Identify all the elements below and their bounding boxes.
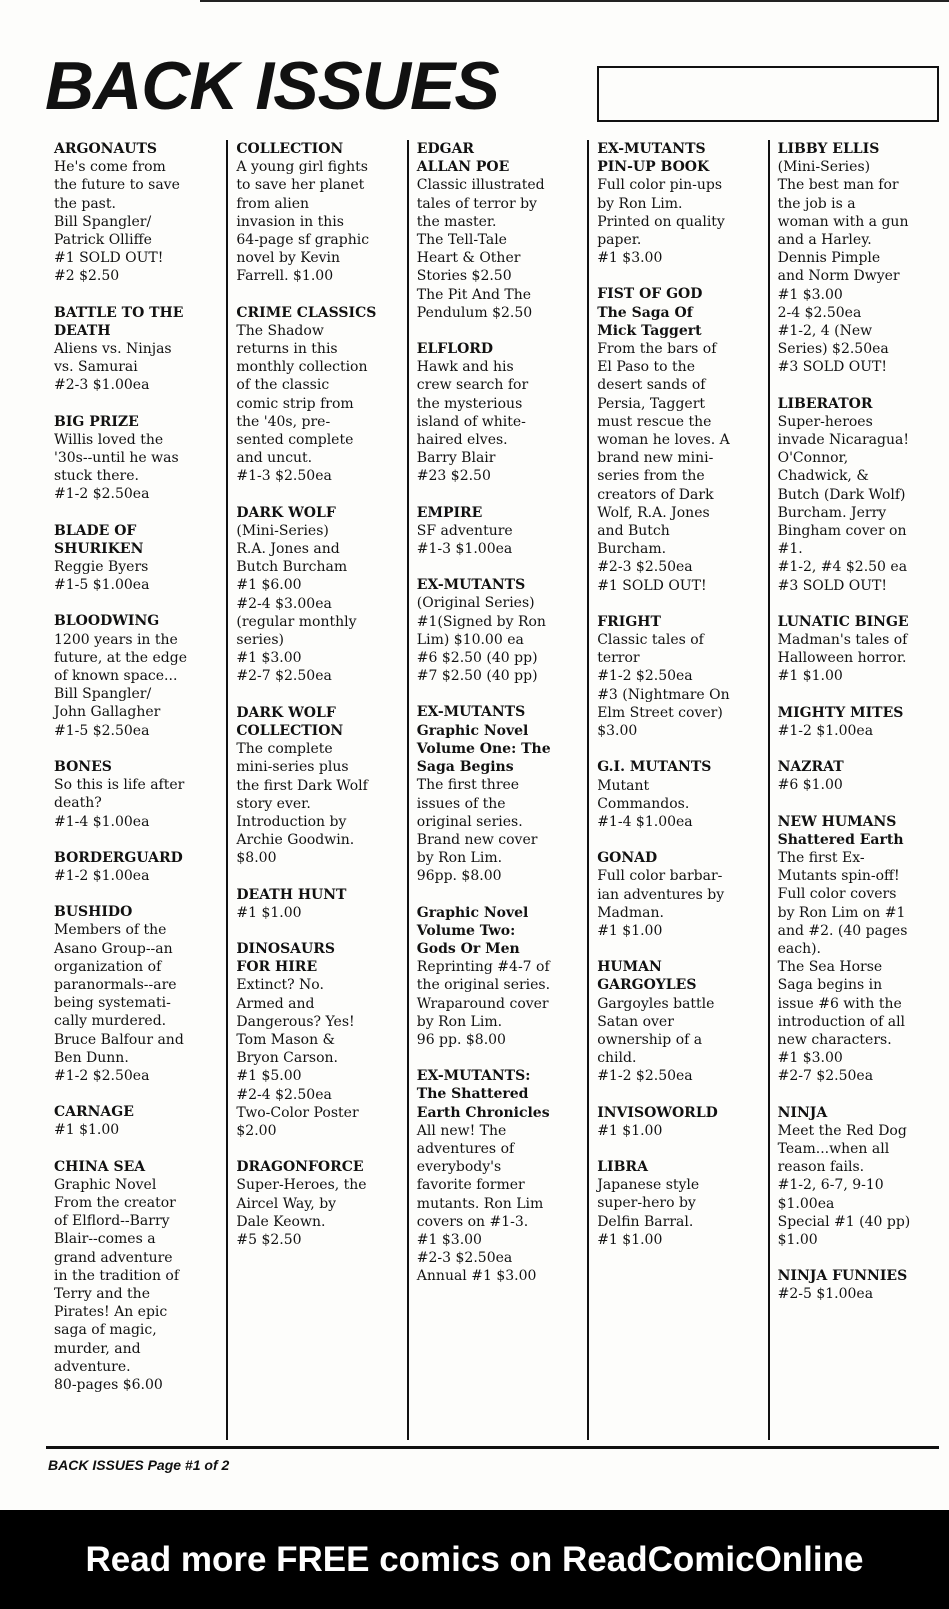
entry-title: EX-MUTANTS: The Shattered Earth Chronicles (416, 1068, 550, 1121)
catalog-entry (54, 413, 226, 504)
entry-title: FRIGHT (597, 613, 661, 630)
entry-title: CHINA SEA (54, 1158, 146, 1175)
catalog-entry (597, 849, 767, 940)
catalog-entry (417, 504, 587, 559)
entry-description: (Original Series) #1(Signed by Ron Lim) $10.00 ea #6 $2.50 (40 pp) #7 $2.50 (40 pp) (416, 595, 546, 685)
catalog-entry (54, 522, 226, 595)
catalog-entry (778, 813, 948, 1086)
entry-title: NAZRAT (777, 759, 844, 776)
catalog-entry (597, 285, 767, 594)
entry-description: From the bars of El Paso to the desert sands of Persia, Taggert must rescue the woman he loves. A brand new mini- series from the creators of Dark Wolf, R.A. Jones and Butch Burcham. #2-3 $2.50ea #1 SOLD OUT! (597, 341, 730, 594)
entry-title: BIG PRIZE (54, 413, 139, 430)
column-2 (226, 140, 406, 1440)
catalog-entry (417, 904, 587, 1050)
catalog-entry (236, 504, 406, 686)
entry-description: Extinct? No. Armed and Dangerous? Yes! Tom Mason & Bryon Carson. #1 $5.00 #2-4 $2.50ea Two-Color Poster $2.00 (236, 977, 359, 1139)
entry-description: (Mini-Series) The best man for the job is a woman with a gun and a Harley. Dennis Pimple and Norm Dwyer #1 $3.00 2-4 $2.50ea #1-2, 4 (New Series) $2.50ea #3 SOLD OUT! (777, 159, 909, 376)
entry-description: Japanese style super-hero by Delfin Barral. #1 $1.00 (597, 1177, 700, 1248)
catalog-entry (597, 1104, 767, 1140)
entry-title: LIBRA (597, 1158, 648, 1175)
entry-title: DRAGONFORCE (236, 1159, 364, 1176)
entry-title: NINJA (777, 1104, 828, 1121)
catalog-entry (236, 940, 406, 1140)
catalog-entry (417, 1067, 587, 1285)
entry-description: Full color pin-ups by Ron Lim. Printed on quality paper. #1 $3.00 (597, 177, 725, 267)
entry-description: So this is life after death? #1-4 $1.00ea (54, 777, 185, 830)
catalog-entry (778, 758, 948, 794)
entry-title: MIGHTY MITES (777, 704, 904, 721)
entry-title: G.I. MUTANTS (597, 759, 712, 776)
entry-description: A young girl fights to save her planet from alien invasion in this 64-page sf graphic novel by Kevin Farrell. $1.00 (236, 159, 370, 285)
entry-description: (Mini-Series) R.A. Jones and Butch Burcham #1 $6.00 #2-4 $3.00ea (regular monthly series) #1 $3.00 #2-7 $2.50ea (236, 522, 357, 685)
catalog-entry (597, 140, 767, 267)
entry-title: GONAD (597, 850, 658, 867)
catalog-entry (54, 849, 226, 885)
entry-title: FIST OF GOD The Saga Of Mick Taggert (597, 286, 703, 339)
page-number: BACK ISSUES Page #1 of 2 (48, 1457, 230, 1473)
entry-title: EX-MUTANTS PIN-UP BOOK (597, 141, 710, 176)
catalog-entry (417, 140, 587, 322)
column-4 (587, 140, 767, 1440)
catalog-entry (778, 395, 948, 595)
entry-description: Reggie Byers #1-5 $1.00ea (54, 559, 150, 594)
top-rule (200, 0, 949, 2)
entry-description: #1-2 $1.00ea (777, 722, 874, 739)
entry-description: #6 $1.00 (777, 777, 843, 794)
entry-description: The complete mini-series plus the first Dark Wolf story ever. Introduction by Archie Goodwin. $8.00 (236, 741, 368, 867)
entry-description: Classic illustrated tales of terror by the master. The Tell-Tale Heart & Other Stories $2.50 The Pit And The Pendulum $2.50 (416, 177, 545, 321)
entry-title: EDGAR ALLAN POE (416, 141, 510, 176)
catalog-entry (236, 304, 406, 486)
entry-description: Super-Heroes, the Aircel Way, by Dale Keown. #5 $2.50 (236, 1177, 367, 1248)
catalog-entry (417, 703, 587, 885)
entry-title: COLLECTION (236, 141, 344, 157)
entry-title: BLADE OF SHURIKEN (54, 522, 144, 557)
bottom-rule (46, 1446, 939, 1449)
entry-title: ARGONAUTS (54, 141, 158, 157)
entry-title: CARNAGE (54, 1104, 134, 1121)
entry-title: HUMAN GARGOYLES (597, 959, 697, 994)
entry-description: The first Ex- Mutants spin-off! Full color covers by Ron Lim on #1 and #2. (40 pages each). The Sea Horse Saga begins in issue #6 with the introduction of all new characters. #1 $3.00 #2-7 $2.50ea (777, 849, 908, 1085)
entry-description: #1 $1.00 (597, 1122, 663, 1139)
entry-title: LIBERATOR (777, 395, 873, 412)
entry-title: DEATH HUNT (236, 886, 347, 903)
entry-title: BATTLE TO THE DEATH (54, 304, 184, 339)
entry-description: Super-heroes invade Nicaragua! O'Connor, Chadwick, & Butch (Dark Wolf) Burcham. Jerry Bingham cover on #1. #1-2, #4 $2.50 ea #3 SOLD OUT! (777, 413, 909, 594)
entry-title: CRIME CLASSICS (236, 304, 377, 321)
entry-title: DINOSAURS FOR HIRE (236, 940, 335, 976)
promo-banner-text[interactable]: Read more FREE comics on ReadComicOnline (85, 1539, 864, 1579)
catalog-entry (54, 612, 226, 739)
entry-title: LUNATIC BINGE (777, 613, 909, 630)
catalog-entry (54, 304, 226, 395)
entry-title: LIBBY ELLIS (777, 141, 880, 157)
entry-title: EMPIRE (416, 504, 483, 521)
entry-description: Meet the Red Dog Team...when all reason fails. #1-2, 6-7, 9-10 $1.00ea Special #1 (40 pp) $1.00 (777, 1122, 911, 1248)
entry-title: DARK WOLF COLLECTION (236, 704, 344, 739)
page-title: BACK ISSUES (45, 48, 499, 124)
entry-description: Aliens vs. Ninjas vs. Samurai #2-3 $1.00ea (54, 341, 172, 394)
catalog-entry (54, 903, 226, 1085)
entry-description: SF adventure #1-3 $1.00ea (416, 522, 513, 558)
entry-description: Madman's tales of Halloween horror. #1 $1.00 (777, 632, 908, 685)
entry-description: Reprinting #4-7 of the original series. Wraparound cover by Ron Lim. 96 pp. $8.00 (416, 959, 551, 1048)
catalog-entry (778, 140, 948, 377)
promo-banner[interactable] (0, 1510, 949, 1609)
catalog-entry (597, 758, 767, 831)
entry-title: BONES (54, 758, 112, 775)
title-box (597, 66, 939, 122)
entry-title: NEW HUMANS Shattered Earth (777, 813, 904, 848)
entry-description: Willis loved the '30s--until he was stuck there. #1-2 $2.50ea (54, 431, 179, 503)
entry-description: Classic tales of terror #1-2 $2.50ea #3 (Nightmare On Elm Street cover) $3.00 (597, 632, 730, 740)
entry-title: INVISOWORLD (597, 1104, 718, 1121)
catalog-entry (417, 576, 587, 685)
catalog-entry (417, 340, 587, 486)
entry-description: He's come from the future to save the past. Bill Spangler/ Patrick Olliffe #1 SOLD OUT! #2 $2.50 (54, 159, 180, 285)
entry-title: Graphic Novel Volume Two: Gods Or Men (416, 904, 529, 957)
catalog-entry (54, 140, 226, 286)
entry-description: #1 $1.00 (236, 904, 302, 921)
entry-title: EX-MUTANTS (416, 577, 526, 594)
entry-description: All new! The adventures of everybody's favorite former mutants. Ron Lim covers on #1-3. #1 $3.00 #2-3 $2.50ea Annual #1 $3.00 (416, 1122, 544, 1285)
entry-description: Gargoyles battle Satan over ownership of a child. #1-2 $2.50ea (597, 995, 715, 1085)
catalog-entry (778, 1104, 948, 1250)
entry-description: 1200 years in the future, at the edge of known space... Bill Spangler/ John Gallagher #1-5 $2.50ea (54, 631, 188, 739)
entry-title: ELFLORD (416, 341, 494, 358)
catalog-entry (597, 958, 767, 1085)
entry-title: BLOODWING (54, 613, 160, 630)
column-1 (46, 140, 226, 1440)
entry-title: BUSHIDO (54, 904, 133, 921)
catalog-entry (597, 613, 767, 740)
catalog-entry (54, 1103, 226, 1139)
entry-description: Graphic Novel From the creator of Elflord--Barry Blair--comes a grand adventure in the tradition of Terry and the Pirates! An epic saga of magic, murder, and adventure. 80-pages $6.00 (54, 1176, 180, 1393)
catalog-entry (236, 140, 406, 286)
entry-description: Full color barbar- ian adventures by Madman. #1 $1.00 (597, 868, 725, 939)
entry-title: EX-MUTANTS Graphic Novel Volume One: The Saga Begins (416, 704, 551, 776)
column-5 (768, 140, 948, 1440)
entry-description: #2-5 $1.00ea (777, 1286, 874, 1303)
catalog-entry (778, 613, 948, 686)
catalog-entry (54, 758, 226, 831)
entry-description: Mutant Commandos. #1-4 $1.00ea (597, 777, 693, 830)
entry-description: Hawk and his crew search for the mysterious island of white- haired elves. Barry Blair #23 $2.50 (416, 359, 529, 485)
catalog-entry (597, 1158, 767, 1249)
entry-description: #1-2 $1.00ea (54, 867, 150, 884)
entry-title: NINJA FUNNIES (777, 1268, 908, 1285)
column-3 (407, 140, 587, 1440)
entry-title: BORDERGUARD (54, 849, 183, 866)
entry-description: #1 $1.00 (54, 1122, 120, 1139)
catalog-entry (778, 704, 948, 740)
catalog-entry (236, 704, 406, 868)
catalog-entry (54, 1158, 226, 1395)
back-issues-columns (46, 140, 948, 1440)
entry-description: The Shadow returns in this monthly collection of the classic comic strip from the '40s, pre- sented complete and uncut. #1-3 $2.50ea (236, 322, 368, 485)
entry-title: DARK WOLF (236, 504, 336, 521)
entry-description: Members of the Asano Group--an organization of paranormals--are being systemati- cally murdered. Bruce Balfour and Ben Dunn. #1-2 $2.50ea (54, 922, 184, 1084)
catalog-entry (236, 886, 406, 922)
catalog-entry (778, 1267, 948, 1303)
entry-description: The first three issues of the original series. Brand new cover by Ron Lim. 96pp. $8.00 (416, 777, 538, 885)
catalog-entry (236, 1158, 406, 1249)
